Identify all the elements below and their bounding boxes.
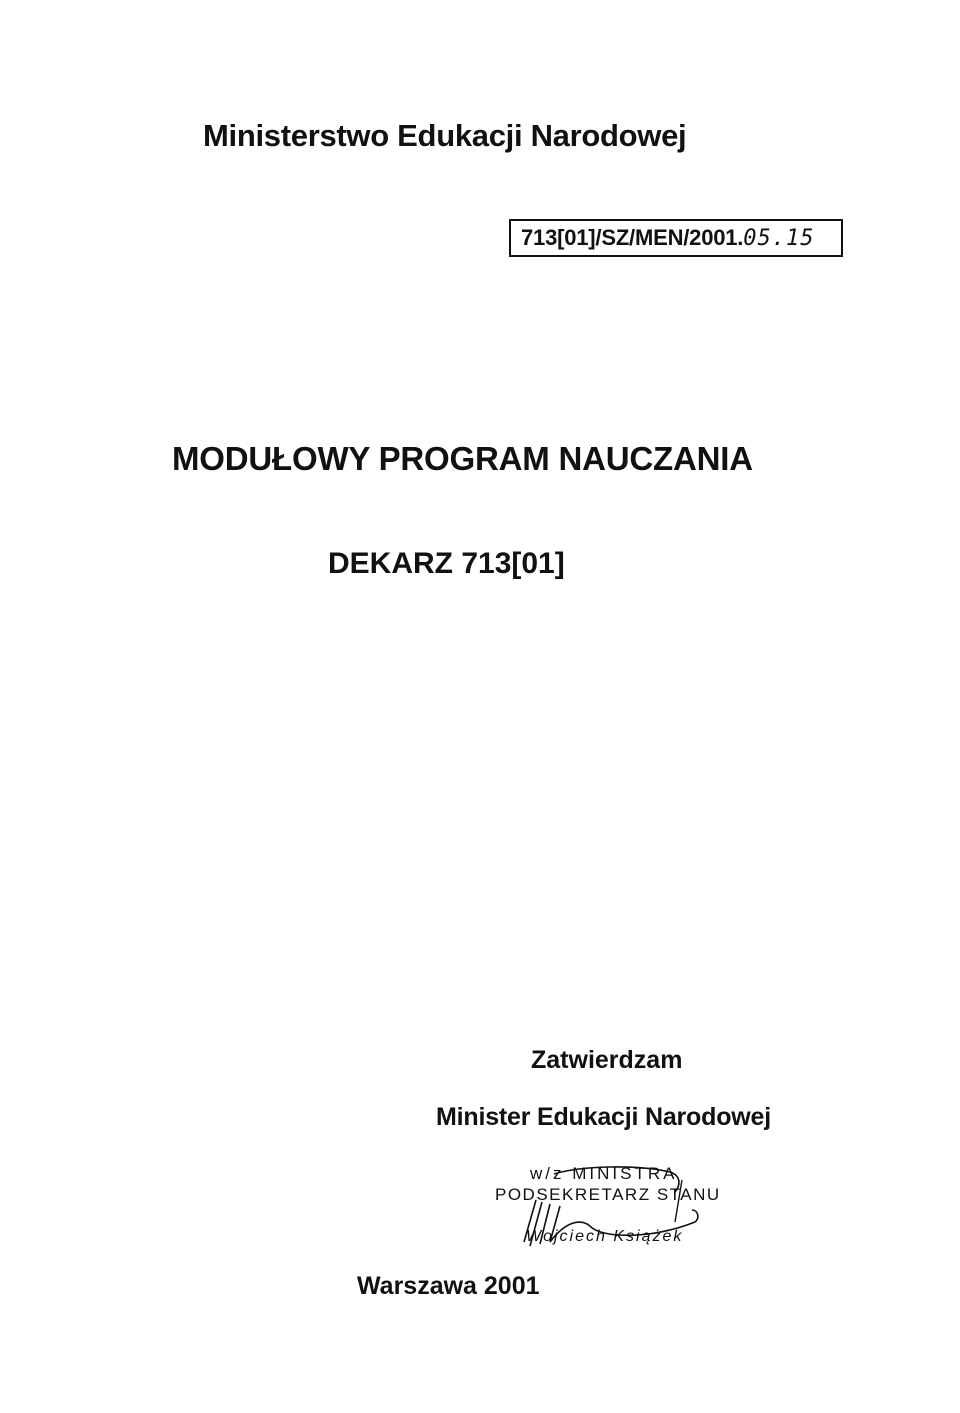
ministry-name: Ministerstwo Edukacji Narodowej [203, 118, 687, 153]
place-and-year: Warszawa 2001 [357, 1272, 540, 1300]
program-title: MODUŁOWY PROGRAM NAUCZANIA [172, 440, 753, 477]
stamp-line-2: PODSEKRETARZ STANU [495, 1185, 721, 1204]
signature-icon [470, 1160, 760, 1270]
profession-title: DEKARZ 713[01] [328, 547, 565, 580]
stamp-line-1: w/z MINISTRA [530, 1164, 678, 1183]
document-code-handwritten: 05.15 [743, 225, 815, 251]
stamp-line-3: Wojciech Książek [526, 1228, 684, 1245]
official-stamp [470, 1160, 760, 1270]
document-code-printed: 713[01]/SZ/MEN/2001. [521, 225, 744, 250]
approval-word: Zatwierdzam [531, 1046, 683, 1074]
approval-authority: Minister Edukacji Narodowej [436, 1103, 771, 1131]
document-code-box [509, 219, 843, 257]
